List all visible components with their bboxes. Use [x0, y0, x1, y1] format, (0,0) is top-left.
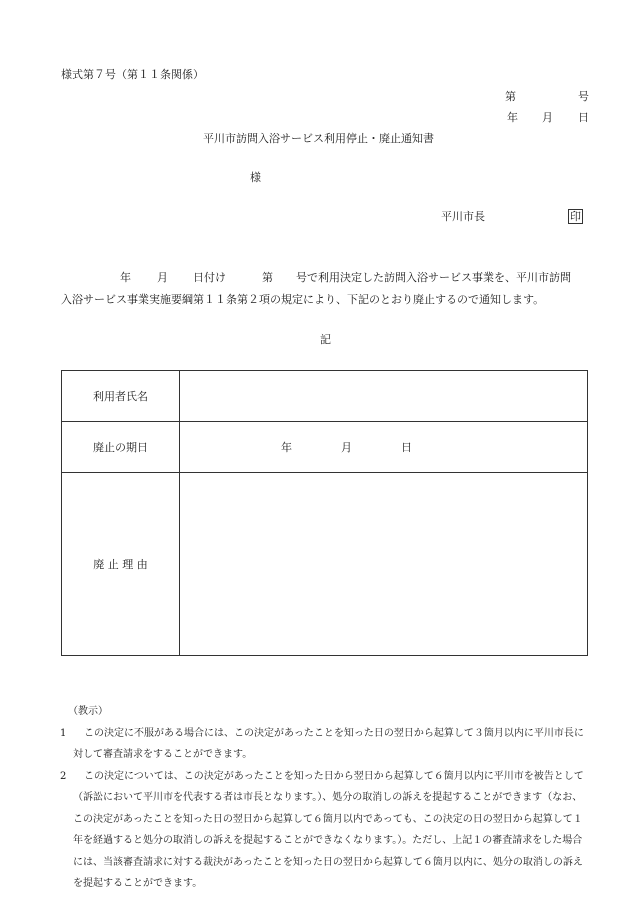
date-label: 廃止の期日: [62, 422, 180, 473]
document-title: 平川市訪問入浴サービス利用停止・廃止通知書: [203, 132, 434, 145]
notes-section: [60, 701, 590, 895]
note-item-1: [60, 723, 590, 766]
reason-field[interactable]: [180, 473, 588, 656]
note-item-1-number: 1: [60, 727, 67, 739]
table-date-year: 年: [281, 440, 292, 454]
body-line1: 号で利用決定した訪問入浴サービス事業を、平川市訪問: [296, 271, 571, 284]
note-item-2: [60, 766, 590, 895]
table-row-reason: [62, 473, 588, 656]
number-prefix: 第: [505, 90, 516, 103]
user-name-field[interactable]: [180, 371, 588, 422]
date-year: 年: [507, 111, 518, 124]
notes-heading: （教示）: [68, 706, 108, 717]
seal-mark: 印: [570, 210, 581, 223]
date-day: 日: [578, 111, 589, 124]
date-month: 月: [542, 111, 553, 124]
body-year: 年: [120, 271, 131, 284]
note-item-2-text: この決定については、この決定があったことを知った日から翌日から起算して６箇月以内に平川市を被告として（訴訟において平川市を代表する者は市長となります。）、処分の取消しの訴えを提起することができます（なお、この決定があったことを知った日の翌日から起算して６箇月以内であっても、この決定の日の翌日から起算して１年を経過すると処分の取消しの訴えを提起することができなくなります。）。ただし、上記１の審査請求をした場合には、当該審査請求に対する裁決があったことを知った日の翌日から起算して６箇月以内に、処分の取消しの訴えを提起することができます。: [73, 770, 584, 889]
addressee-suffix: 様: [250, 171, 261, 184]
note-item-1-text: この決定に不服がある場合には、この決定があったことを知った日の翌日から起算して３箇月以内に平川市長に対して審査請求をすることができます。: [73, 727, 584, 760]
body-line2: 入浴サービス事業実施要綱第１１条第２項の規定により、下記のとおり廃止するので通知します。: [61, 293, 545, 306]
form-table: [61, 370, 588, 656]
number-suffix: 号: [578, 90, 589, 103]
reason-label: 廃 止 理 由: [62, 473, 180, 656]
user-name-label: 利用者氏名: [62, 371, 180, 422]
date-field[interactable]: [180, 422, 588, 473]
ki-label: 記: [320, 333, 331, 346]
issuer-name: 平川市長: [441, 210, 485, 223]
body-number-prefix: 第: [262, 271, 273, 284]
table-row-user-name: [62, 371, 588, 422]
body-dated: 日付け: [193, 271, 226, 284]
table-date-day: 日: [401, 440, 412, 454]
table-row-date: [62, 422, 588, 473]
table-date-month: 月: [341, 440, 352, 454]
note-item-2-number: 2: [60, 770, 67, 782]
form-label: 様式第７号（第１１条関係）: [61, 68, 204, 81]
body-month: 月: [157, 271, 168, 284]
